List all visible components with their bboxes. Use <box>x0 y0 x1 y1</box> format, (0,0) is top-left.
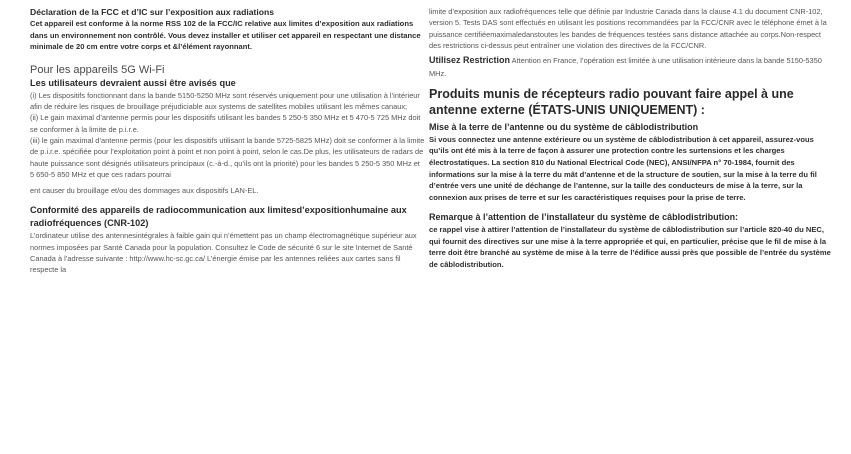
restriction-paragraph <box>429 54 834 79</box>
grounding-title: Mise à la terre de l’antenne ou du système de câblodistribution <box>429 122 699 133</box>
grounding-body: Si vous connectez une antenne extérieure ou un système de câblodistribution à cet appareil, assurez-vous qu’ils ont été mis à la terre de façon à assurer une protection contre les surtensions et les charges électrostatiques. La section 810 du National Electrical Code (NEC), ANSI/NFPA n° 70-1984, fournit des informations sur la mise à la terre du mât d’antenne et de la structure de soutien, sur la mise à la terre du fil d’entrée vers une unité de déchange de l’antenne, sur la taille des conducteurs de mise à la terre, sur la connexion aux prises de terre et sur les caractéristiques requises pour la prise de terre. <box>429 134 817 202</box>
item-i: (i) Les dispositifs fonctionnant dans la bande 5150-5250 MHz sont réservés uniquement pour une utilisation à l’intérieur afin de réduire les risques de brouillage préjudiciable aux systems de satellites mobiles utilisant les mêmes canaux; <box>30 90 420 112</box>
fcc-exposure-body: Cet appareil est conforme à la norme RSS 102 de la FCC/IC relative aux limites d’exposition aux radiations dans un environnement non contrôlé. Vous devez installer et utiliser cet appareil en respectant une distance minimale de 20 cm entre votre corps et &l’élément rayonnant. <box>30 19 421 52</box>
left-column <box>30 6 425 276</box>
wifi-5g-title: Pour les appareils 5G Wi-Fi <box>30 63 165 76</box>
restriction-body: Attention en France, l’opération est limitée à une utilisation intérieure dans la bande 5150-5350 MHz. <box>429 56 822 78</box>
right-column <box>429 6 834 270</box>
users-advice-title: Les utilisateurs devraient aussi être avisés que <box>30 77 236 88</box>
item-ii: (ii) Le gain maximal d’antenne permis pour les dispositifs utilisant les bandes 5 250-5 350 MHz et 5 470-5 725 MHz doit se conformer à la limite de p.i.r.e. <box>30 113 421 134</box>
installer-note-title: Remarque à l’attention de l’installateur du système de câblodistribution: <box>429 212 739 223</box>
rf-compliance-continued: limite d’exposition aux radiofréquences telle que définie par Industrie Canada dans la clause 4.1 du document CNR-102, version 5. Tests DAS sont effectués en utilisant les positions recommandées par la FCC/CNR avec le téléphone émet à la puissance certifiéemaximaledanstoutes les bandes de fréquences testées sans distance attachée au corps.Non-respect des restrictions ci-dessus peut entraîner une violation des directives de la FCC/CNR. <box>429 7 827 50</box>
restriction-label: Utilisez Restriction <box>429 55 511 66</box>
rf-compliance-body: L’ordinateur utilise des antennesintégrales à faible gain qui n’émettent pas un champ électromagnétique supérieur aux normes imposées par Santé Canada pour la population. Consultez le Code de sécurité 6 sur le site Internet de Santé Canada à l’adresse suivante : http://www.hc-sc.gc.ca/ L’énergie émise par les antennes reliées aux cartes sans fil respecte la <box>30 231 417 275</box>
rf-compliance-title: Conformité des appareils de radiocommunication aux limitesd’expositionhumaine aux radiofréquences (CNR-102) <box>30 205 407 229</box>
fcc-exposure-title: Déclaration de la FCC et d’IC sur l’exposition aux radiations <box>30 7 275 17</box>
item-iii: (iii) le gain maximal d’antenne permis (pour les dispositifs utilisant la bande 5725-5825 MHz) doit se conformer à la limite de p.i.r.e. spécifiée pour l’exploitation point à point et non point à point, selon le cas.De plus, les utilisateurs de radars de haute puissance sont désignés utilisateurs principaux (c.-à-d., qu’ils ont la priorité) pour les bandes 5 250-5 350 MHz et 5 650-5 850 MHz et que ces radars pourrai <box>30 135 425 179</box>
item-iii-continued: ent causer du brouillage et/ou des dommages aux dispositifs LAN-EL. <box>30 186 259 196</box>
external-antenna-title: Produits munis de récepteurs radio pouvant faire appel à une antenne externe (ÉTATS-UNIS UNIQUEMENT) : <box>429 87 794 117</box>
installer-note-body: ce rappel vise à attirer l’attention de l’installateur du système de câblodistribution sur l’article 820-40 du NEC, qui fournit des directives sur une mise à la terre appropriée et qui, en particulier, précise que le fil de mise à la terre doit être branché au système de mise à la terre de l’édifice aussi près que possible de l’entrée du système de câblodistribution. <box>429 224 831 269</box>
